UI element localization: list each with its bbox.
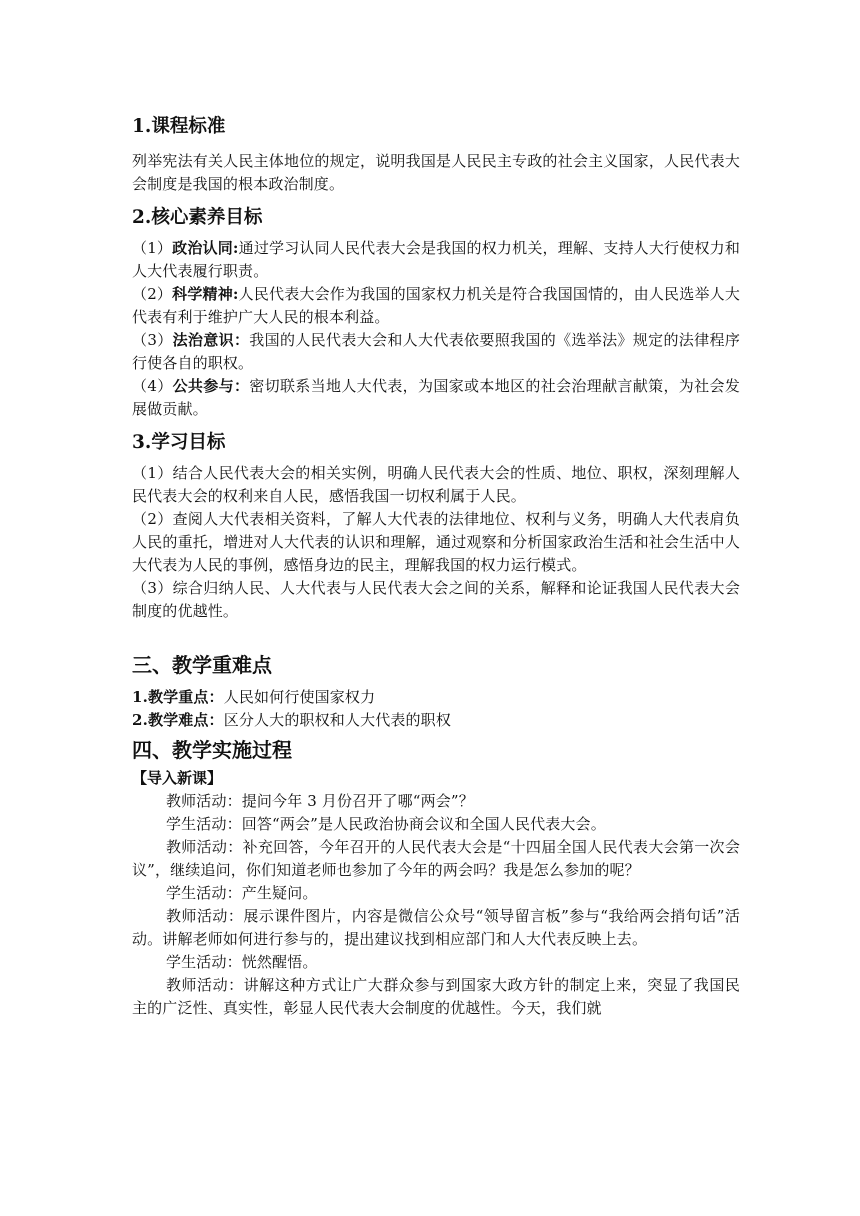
learning-goal-item: （3）综合归纳人民、人大代表与人民代表大会之间的关系，解释和论证我国人民代表大会制度的优越性。	[132, 579, 740, 620]
key-points-list	[132, 686, 740, 732]
core-literacy-item: （3）法治意识：我国的人民代表大会和人大代表依要照我国的《选举法》规定的法律程序行使各自的职权。	[132, 331, 740, 372]
activity-paragraph: 学生活动：回答“两会”是人民政治协商会议和全国人民代表大会。	[166, 815, 606, 833]
core-literacy-item: （2）科学精神:人民代表大会作为我国的国家权力机关是符合我国国情的，由人民选举人大代表有利于维护广大人民的根本利益。	[132, 285, 740, 326]
section-title-curriculum-standard: 1.课程标准	[132, 116, 226, 137]
activity-paragraph: 学生活动：产生疑问。	[166, 884, 318, 902]
key-point-item: 2.教学难点：区分人大的职权和人大代表的职权	[132, 711, 451, 729]
learning-goals-list	[132, 462, 740, 623]
learning-goal-item: （2）查阅人大代表相关资料，了解人大代表的法律地位、权利与义务，明确人大代表肩负人民的重托，增进对人大代表的认识和理解，通过观察和分析国家政治生活和社会生活中人大代表为人民的事例，感悟身边的民主，理解我国的权力运行模式。	[132, 510, 740, 574]
learning-goal-item: （1）结合人民代表大会的相关实例，明确人民代表大会的性质、地位、职权，深刻理解人民代表大会的权利来自人民，感悟我国一切权利属于人民。	[132, 464, 740, 505]
key-point-item: 1.教学重点：人民如何行使国家权力	[132, 688, 376, 706]
activity-paragraph: 教师活动：提问今年 3 月份召开了哪“两会”？	[166, 792, 474, 810]
curriculum-standard-text: 列举宪法有关人民主体地位的规定，说明我国是人民民主专政的社会主义国家，人民代表大会制度是我国的根本政治制度。	[132, 152, 740, 193]
section-title-key-points: 三、教学重难点	[132, 653, 272, 677]
section-title-learning-goals: 3.学习目标	[132, 432, 226, 453]
section-title-implementation: 四、教学实施过程	[132, 738, 292, 762]
section-title-core-literacy: 2.核心素养目标	[132, 207, 263, 228]
activity-paragraph: 教师活动：展示课件图片，内容是微信公众号“领导留言板”参与“我给两会捎句话”活动。讲解老师如何进行参与的，提出建议找到相应部门和人大代表反映上去。	[132, 907, 740, 948]
intro-paragraphs	[132, 790, 740, 1020]
subsection-title-intro: 【导入新课】	[132, 769, 223, 787]
activity-paragraph: 学生活动：恍然醒悟。	[166, 953, 318, 971]
core-literacy-list	[132, 237, 740, 421]
document-page	[132, 108, 740, 1020]
core-literacy-item: （1）政治认同:通过学习认同人民代表大会是我国的权力机关，理解、支持人大行使权力和人大代表履行职责。	[132, 239, 740, 280]
activity-paragraph: 教师活动：补充回答，今年召开的人民代表大会是“十四届全国人民代表大会第一次会议”，继续追问，你们知道老师也参加了今年的两会吗？我是怎么参加的呢？	[132, 838, 740, 879]
activity-paragraph: 教师活动：讲解这种方式让广大群众参与到国家大政方针的制定上来，突显了我国民主的广泛性、真实性，彰显人民代表大会制度的优越性。今天，我们就	[132, 976, 740, 1017]
core-literacy-item: （4）公共参与：密切联系当地人大代表，为国家或本地区的社会治理献言献策，为社会发展做贡献。	[132, 377, 740, 418]
